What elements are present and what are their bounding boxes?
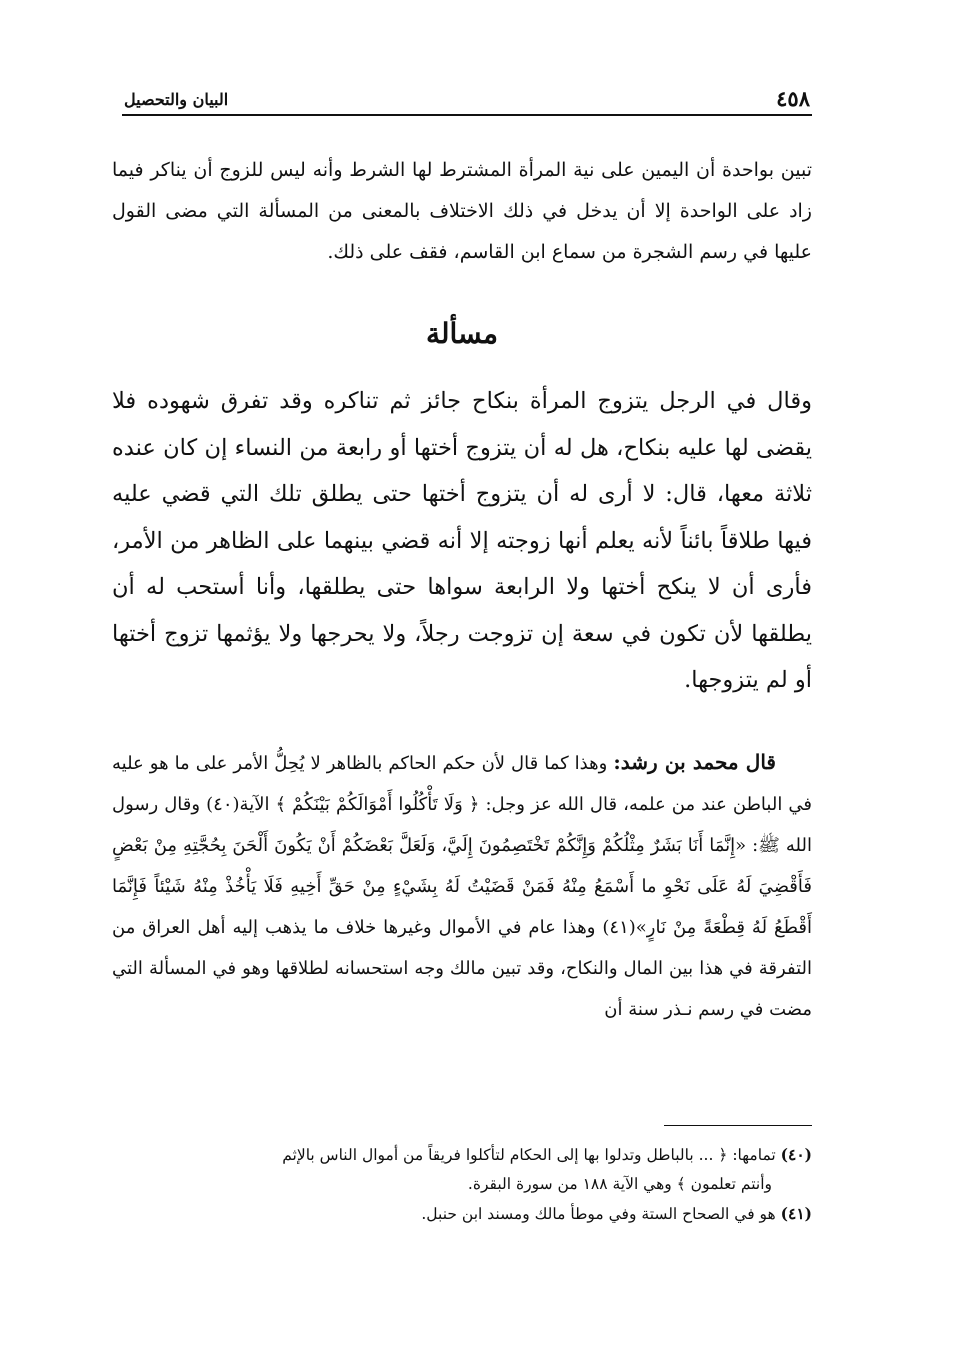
footnote-text: هو في الصحاح الستة وفي موطأ مالك ومسند ابن حنبل. [421,1205,776,1223]
footnote-divider [664,1125,812,1126]
footnote-40-continuation: وأنتم تعلمون ﴾ وهي الآية ١٨٨ من سورة البقرة. [467,1175,772,1193]
footnote-number: (٤٠) [780,1145,812,1164]
page-header [122,86,812,116]
page-number: ٤٥٨ [776,86,810,111]
section-title: مسألة [425,317,499,350]
main-paragraph: وقال في الرجل يتزوج المرأة بنكاح جائز ثم تناكره وقد تفرق شهوده فلا يقضى لها عليه بنكاح، هل له أن يتزوج أختها أو رابعة من النساء إن كان عنده ثلاثة معها، قال: لا أرى له أن يتزوج أختها حتى يطلق تلك التي قضي عليه فيها طلاقاً بائناً لأنه يعلم أنها زوجته إلا أنه قضي بينهما على الظاهر من الأمر، فأرى أن لا ينكح أختها ولا الرابعة سواها حتى يطلقها، وأنا أستحب له أن يطلقها لأن تكون في سعة إن تزوجت رجلاً، ولا يحرجها ولا يؤثمها تزوج أختها أو لم يتزوجها. [112,388,813,693]
footnotes [112,1140,812,1229]
footnote-number: (٤١) [780,1204,812,1223]
intro-paragraph: تبين بواحدة أن اليمين على نية المرأة المشترط لها الشرط وأنه ليس للزوج أن يناكر فيما زاد على الواحدة إلا أن يدخل في ذلك الاختلاف بالمعنى من المسألة التي مضى القول عليها في رسم الشجرة من سماع ابن القاسم، فقف على ذلك. [112,159,812,263]
book-title: البيان والتحصيل [124,90,229,109]
commentary-paragraph [112,742,812,1030]
footnote-text: تمامها: ﴿ ... بالباطل وتدلوا بها إلى الحكام لتأكلوا فريقاً من أموال الناس بالإثم [282,1146,776,1164]
commentary-speaker: قال محمد بن رشد: [613,750,776,774]
footnote-41 [112,1199,812,1229]
commentary-text: وهذا كما قال لأن حكم الحاكم بالظاهر لا يُحِلُّ الأمر على ما هو عليه في الباطن عند من علمه، قال الله عز وجل: ﴿ وَلَا تَأْكُلُوا أَمْوَالَكُمْ بَيْنَكُمْ ﴾ الآية(٤٠) وقال رسول الله ﷺ: «إِنَّمَا أَنَا بَشَرٌ مِثْلُكُمْ وَإِنَّكُمْ تَخْتَصِمُونَ إِلَيَّ، وَلَعَلَّ بَعْضَكُمْ أَنْ يَكُونَ أَلْحَنَ بِحُجَّتِهِ مِنْ بَعْضٍ فَأَقْضِيَ لَهُ عَلَى نَحْوِ ما أَسْمَعُ مِنْهُ فَمَنْ قَضَيْتُ لَهُ بِشَيْءٍ مِنْ حَقِّ أَخِيهِ فَلَا يَأْخُذْ مِنْهُ شَيْئاً فَإِنَّمَا أَقْطَعُ لَهُ قِطْعَةً مِنْ نَارٍ»(٤١) وهذا عام في الأموال وغيرها خلاف ما يذهب إليه أهل العراق من التفرقة في هذا بين المال والنكاح، وقد تبين مالك وجه استحسانه لطلاقها وهو في المسألة التي مضت في رسم نـذر سنة أن [112,753,812,1020]
footnote-40 [112,1140,812,1170]
